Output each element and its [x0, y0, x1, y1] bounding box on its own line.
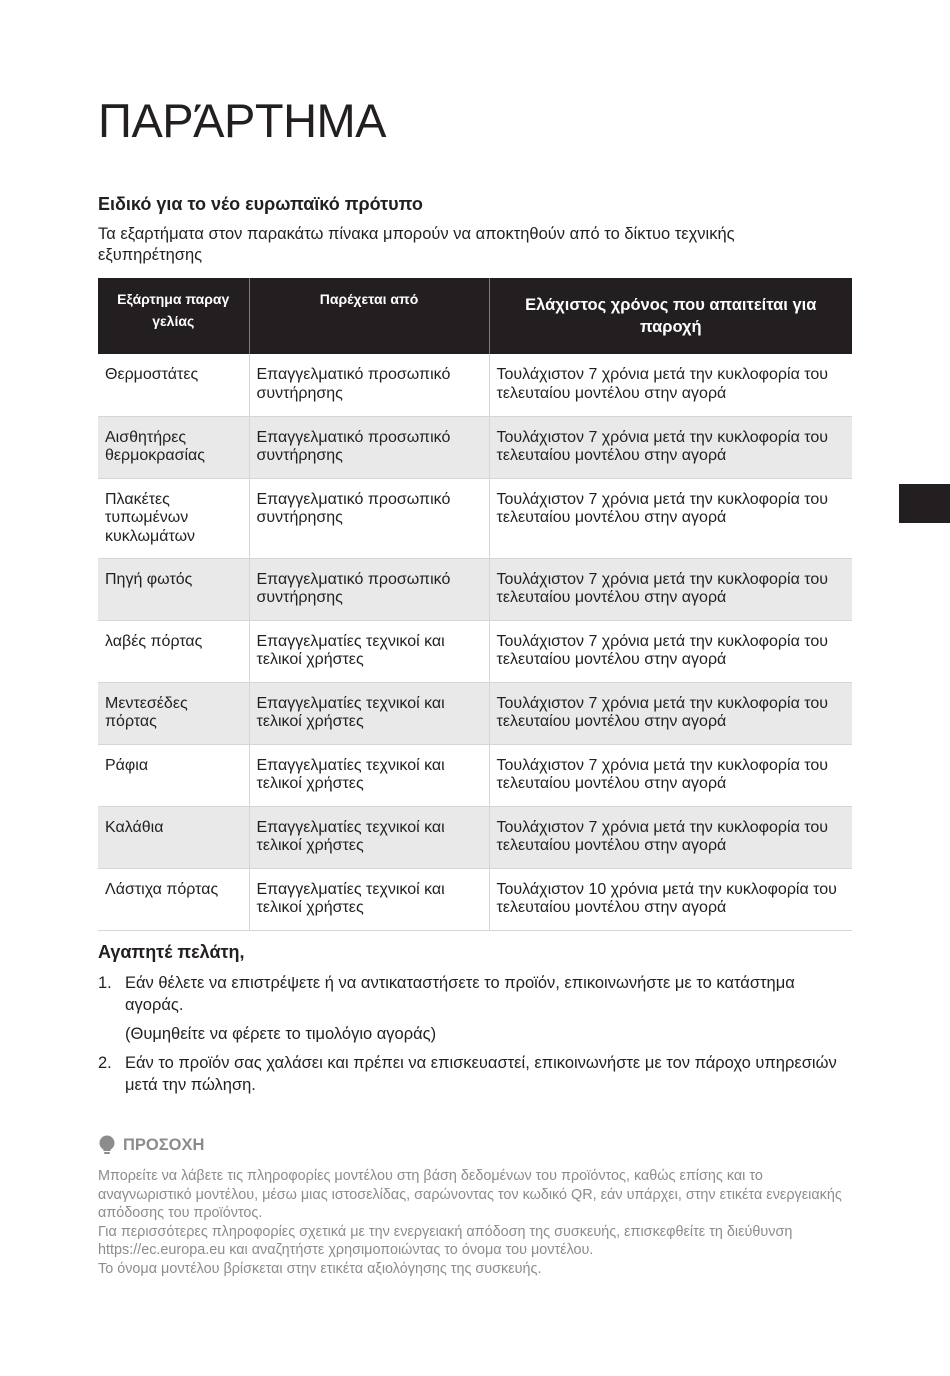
table-row: [98, 416, 852, 478]
list-item-text: Εάν θέλετε να επιστρέψετε ή να αντικαταστήσετε το προϊόν, επικοινωνήστε με το κατάστημα αγοράς.: [125, 974, 795, 1014]
list-item: [98, 1052, 838, 1096]
cell-provider: Επαγγελματικό προσωπικό συντήρησης: [249, 354, 489, 416]
table-row: [98, 744, 852, 806]
customer-heading: Αγαπητέ πελάτη,: [98, 942, 245, 962]
cell-provider: Επαγγελματίες τεχνικοί και τελικοί χρήστες: [249, 682, 489, 744]
cell-duration: Τουλάχιστον 10 χρόνια μετά την κυκλοφορία του τελευταίου μοντέλου στην αγορά: [489, 868, 852, 930]
cell-part: Λάστιχα πόρτας: [105, 880, 219, 898]
cell-duration: Τουλάχιστον 7 χρόνια μετά την κυκλοφορία του τελευταίου μοντέλου στην αγορά: [489, 558, 852, 620]
section-heading: Ειδικό για το νέο ευρωπαϊκό πρότυπο: [98, 194, 423, 214]
cell-part: Πλακέτες τυπωμένων κυκλωμάτων: [105, 490, 196, 545]
cell-duration: Τουλάχιστον 7 χρόνια μετά την κυκλοφορία του τελευταίου μοντέλου στην αγορά: [489, 682, 852, 744]
customer-steps-list: [98, 972, 838, 1096]
list-item-number: 2.: [98, 1054, 112, 1072]
table-row: [98, 558, 852, 620]
header-provided-by: Παρέχεται από: [249, 278, 489, 354]
caution-heading: [98, 1134, 204, 1156]
cell-part: λαβές πόρτας: [105, 632, 203, 650]
list-item-text: Εάν το προϊόν σας χαλάσει και πρέπει να επισκευαστεί, επικοινωνήστε με τον πάροχο υπηρεσιών μετά την πώληση.: [125, 1054, 837, 1094]
list-item-note: (Θυμηθείτε να φέρετε το τιμολόγιο αγοράς): [125, 1025, 437, 1043]
list-item: [98, 972, 838, 1045]
cell-provider: Επαγγελματίες τεχνικοί και τελικοί χρήστες: [249, 868, 489, 930]
caution-body: [98, 1167, 850, 1278]
table-row: [98, 354, 852, 416]
list-item-number: 1.: [98, 974, 112, 992]
cell-part: Μεντεσέδες πόρτας: [98, 682, 249, 744]
intro-text: Τα εξαρτήματα στον παρακάτω πίνακα μπορούν να αποκτηθούν από το δίκτυο τεχνικής εξυπηρέτησης: [98, 225, 735, 264]
lightbulb-icon: [98, 1135, 116, 1155]
cell-duration: Τουλάχιστον 7 χρόνια μετά την κυκλοφορία του τελευταίου μοντέλου στην αγορά: [489, 416, 852, 478]
table-header-row: [98, 278, 852, 354]
cell-duration: Τουλάχιστον 7 χρόνια μετά την κυκλοφορία του τελευταίου μοντέλου στην αγορά: [489, 478, 852, 558]
table-row: [98, 682, 852, 744]
cell-provider: Επαγγελματικό προσωπικό συντήρησης: [249, 416, 489, 478]
cell-duration: Τουλάχιστον 7 χρόνια μετά την κυκλοφορία του τελευταίου μοντέλου στην αγορά: [489, 744, 852, 806]
side-tab-marker: [899, 484, 950, 523]
page-title: ΠΑΡΆΡΤΗΜΑ: [98, 94, 387, 147]
table-row: [98, 806, 852, 868]
cell-part: Ράφια: [105, 756, 149, 774]
cell-provider: Επαγγελματίες τεχνικοί και τελικοί χρήστες: [249, 744, 489, 806]
cell-part: Θερμοστάτες: [105, 366, 199, 383]
caution-paragraph: Για περισσότερες πληροφορίες σχετικά με την ενεργειακή απόδοση της συσκευής, επισκεφθείτε τη διεύθυνση https://ec.europa.eu και αναζητήστε χρησιμοποιώντας το όνομα του μοντέλου.: [98, 1223, 793, 1258]
header-part: Εξάρτημα παραγ γελίας: [98, 278, 249, 354]
spare-parts-table: [98, 278, 852, 931]
cell-part: Καλάθια: [98, 806, 249, 868]
cell-part: Αισθητήρες θερμοκρασίας: [98, 416, 249, 478]
caution-title: ΠΡΟΣΟΧΗ: [123, 1136, 205, 1154]
header-min-time: Ελάχιστος χρόνος που απαιτείται για παροχή: [489, 278, 852, 354]
cell-duration: Τουλάχιστον 7 χρόνια μετά την κυκλοφορία του τελευταίου μοντέλου στην αγορά: [489, 620, 852, 682]
cell-duration: Τουλάχιστον 7 χρόνια μετά την κυκλοφορία του τελευταίου μοντέλου στην αγορά: [489, 806, 852, 868]
cell-provider: Επαγγελματίες τεχνικοί και τελικοί χρήστες: [249, 806, 489, 868]
caution-paragraph: Μπορείτε να λάβετε τις πληροφορίες μοντέλου στη βάση δεδομένων του προϊόντος, καθώς επίσης και το αναγνωριστικό μοντέλου, μέσω μιας ιστοσελίδας, σαρώνοντας τον κωδικό QR, εάν υπάρχει, στην ετικέτα ενεργειακής απόδοσης του προϊόντος.: [98, 1168, 842, 1221]
table-row: [98, 478, 852, 558]
cell-part: Πηγή φωτός: [98, 558, 249, 620]
table-row: [98, 620, 852, 682]
cell-provider: Επαγγελματικό προσωπικό συντήρησης: [249, 478, 489, 558]
cell-duration: Τουλάχιστον 7 χρόνια μετά την κυκλοφορία του τελευταίου μοντέλου στην αγορά: [489, 354, 852, 416]
cell-provider: Επαγγελματικό προσωπικό συντήρησης: [249, 558, 489, 620]
cell-provider: Επαγγελματίες τεχνικοί και τελικοί χρήστες: [249, 620, 489, 682]
caution-paragraph: Το όνομα μοντέλου βρίσκεται στην ετικέτα αξιολόγησης της συσκευής.: [98, 1260, 542, 1277]
table-row: [98, 868, 852, 930]
